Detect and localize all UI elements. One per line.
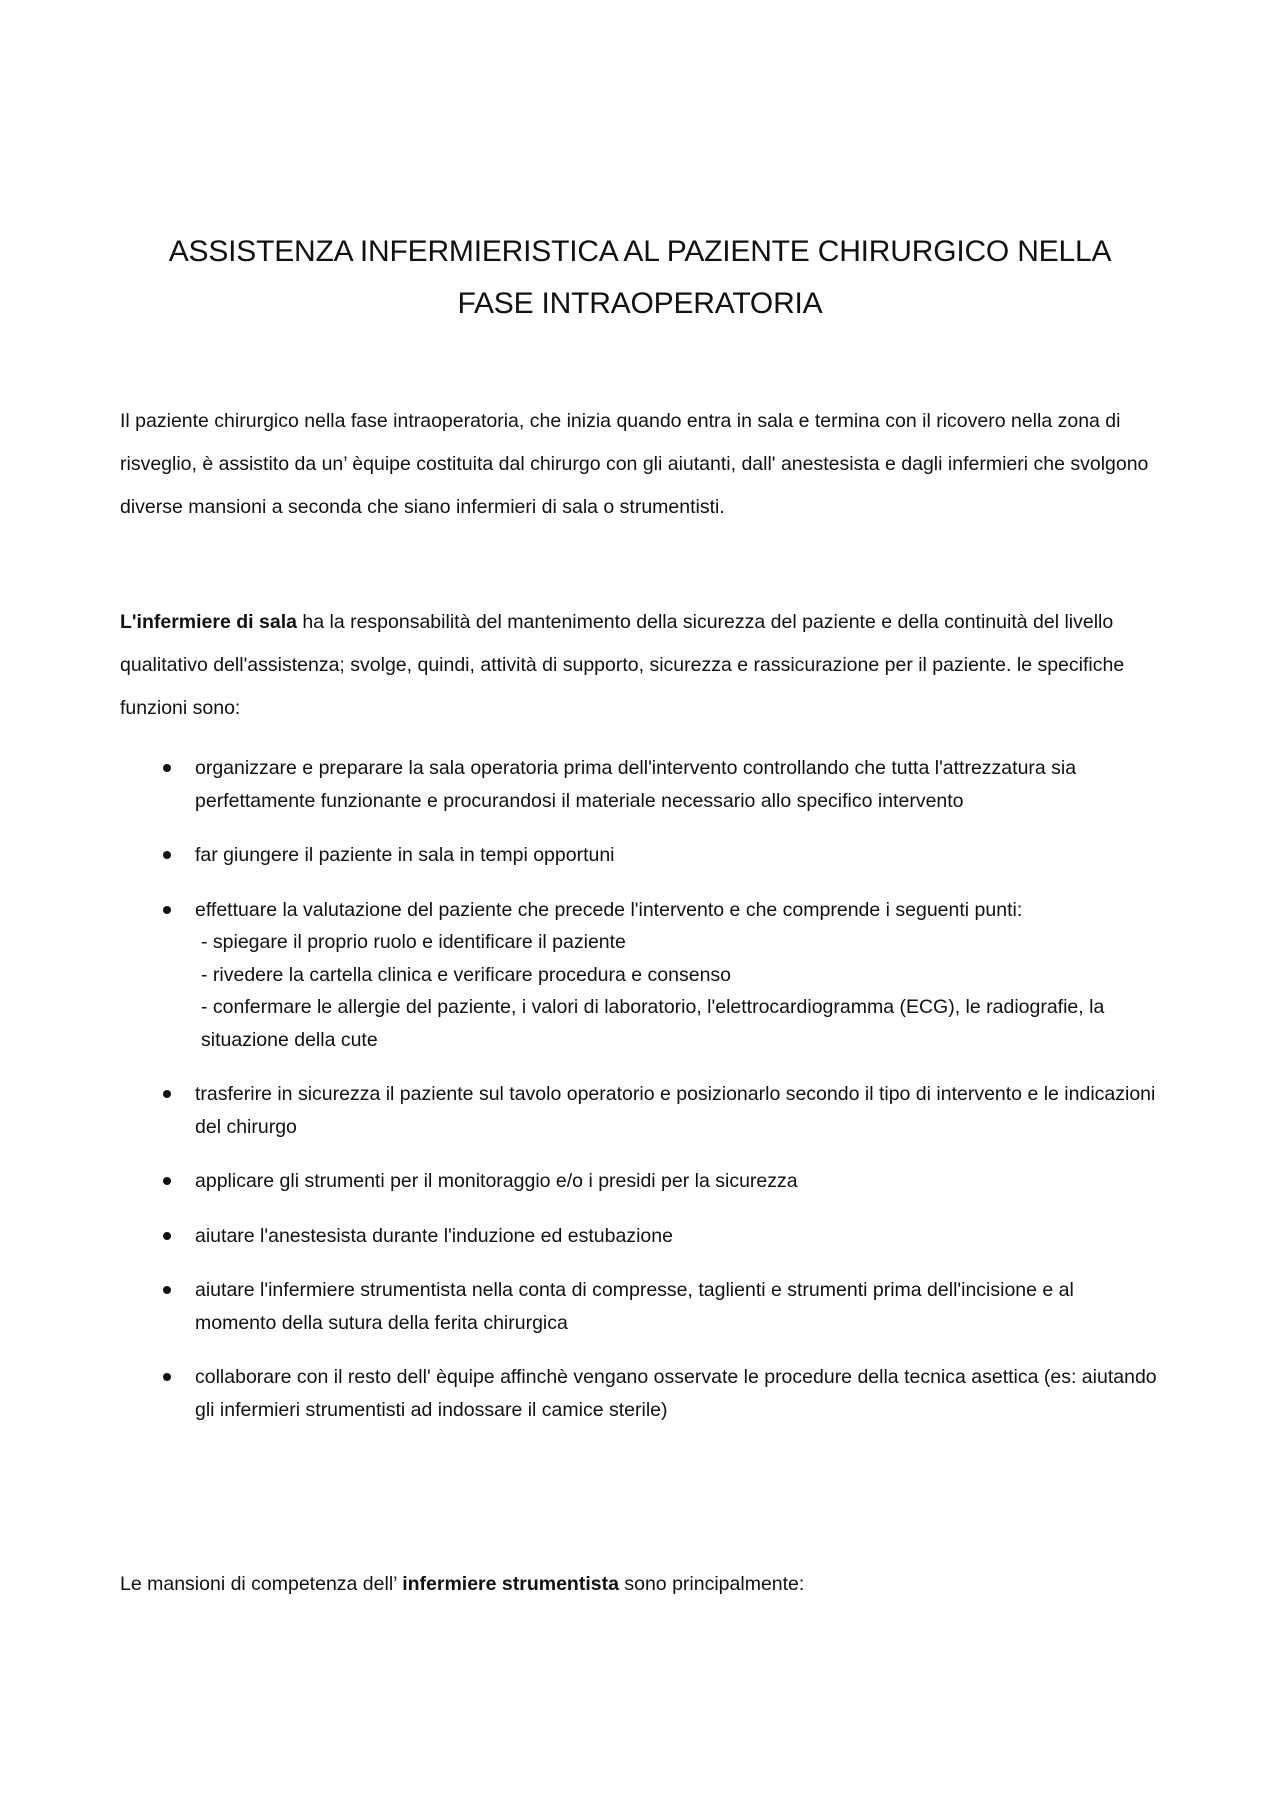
- bullet-icon: [163, 1090, 171, 1098]
- strumentista-paragraph: [120, 1568, 1160, 1600]
- bullet-icon: [163, 1286, 171, 1294]
- list-item: [120, 894, 1160, 1057]
- document-title: [150, 226, 1130, 330]
- list-item: [120, 1220, 1160, 1253]
- sala-bold-term: L'infermiere di sala: [120, 611, 297, 633]
- list-item-text: applicare gli strumenti per il monitoraggio e/o i presidi per la sicurezza: [195, 1170, 798, 1192]
- list-item-text: aiutare l'infermiere strumentista nella conta di compresse, taglienti e strumenti prima dell'incisione e al momento della sutura della ferita chirurgica: [195, 1279, 1074, 1334]
- list-item-text: far giungere il paziente in sala in tempi opportuni: [195, 844, 615, 866]
- list-item: [120, 1078, 1160, 1143]
- list-item-text: effettuare la valutazione del paziente che precede l'intervento e che comprende i seguenti punti:: [195, 898, 1023, 921]
- list-item: [120, 1361, 1160, 1426]
- bullet-icon: [163, 851, 171, 859]
- list-item: [120, 1274, 1160, 1339]
- list-item-text: organizzare e preparare la sala operatoria prima dell'intervento controllando che tutta l'attrezzatura sia perfettamente funzionante e procurandosi il materiale necessario allo specifico intervento: [195, 757, 1077, 812]
- bullet-icon: [163, 764, 171, 772]
- list-item: [120, 752, 1160, 817]
- bullet-icon: [163, 1232, 171, 1240]
- list-item-text: collaborare con il resto dell' èquipe affinchè vengano osservate le procedure della tecnica asettica (es: aiutando gli infermieri strumentisti ad indossare il camice sterile): [195, 1366, 1157, 1421]
- list-subitem: - spiegare il proprio ruolo e identificare il paziente: [201, 931, 626, 953]
- strumentista-bold-term: infermiere strumentista: [402, 1573, 619, 1595]
- bullet-icon: [163, 1177, 171, 1185]
- sala-paragraph-text: ha la responsabilità del mantenimento della sicurezza del paziente e della continuità del livello qualitativo dell'assistenza; svolge, quindi, attività di supporto, sicurezza e rassicurazione per il paziente. le specifiche funzioni sono:: [120, 611, 1125, 719]
- sala-paragraph: [120, 601, 1160, 730]
- strumentista-text-before: Le mansioni di competenza dell’: [120, 1573, 403, 1595]
- bullet-icon: [163, 906, 171, 914]
- title-line-2: FASE INTRAOPERATORIA: [457, 287, 823, 320]
- strumentista-text-after: sono principalmente:: [618, 1573, 805, 1595]
- functions-list: [120, 752, 1160, 1448]
- intro-paragraph: Il paziente chirurgico nella fase intraoperatoria, che inizia quando entra in sala e termina con il ricovero nella zona di risveglio, è assistito da un’ èquipe costituita dal chirurgo con gli aiutanti, dall' anestesista e dagli infermieri che svolgono diverse mansioni a seconda che siano infermieri di sala o strumentisti.: [120, 410, 1149, 518]
- list-subitem: - rivedere la cartella clinica e verificare procedura e consenso: [201, 963, 732, 986]
- list-subitem: - confermare le allergie del paziente, i valori di laboratorio, l'elettrocardiogramma (ECG), le radiografie, la situazione della cute: [201, 996, 1105, 1051]
- list-item-text: aiutare l'anestesista durante l'induzione ed estubazione: [195, 1224, 673, 1247]
- title-line-1: ASSISTENZA INFERMIERISTICA AL PAZIENTE CHIRURGICO NELLA: [168, 235, 1112, 268]
- bullet-icon: [163, 1373, 171, 1381]
- list-item-text: trasferire in sicurezza il paziente sul tavolo operatorio e posizionarlo secondo il tipo di intervento e le indicazioni del chirurgo: [195, 1083, 1156, 1138]
- list-item: [120, 839, 1160, 872]
- list-item: [120, 1165, 1160, 1198]
